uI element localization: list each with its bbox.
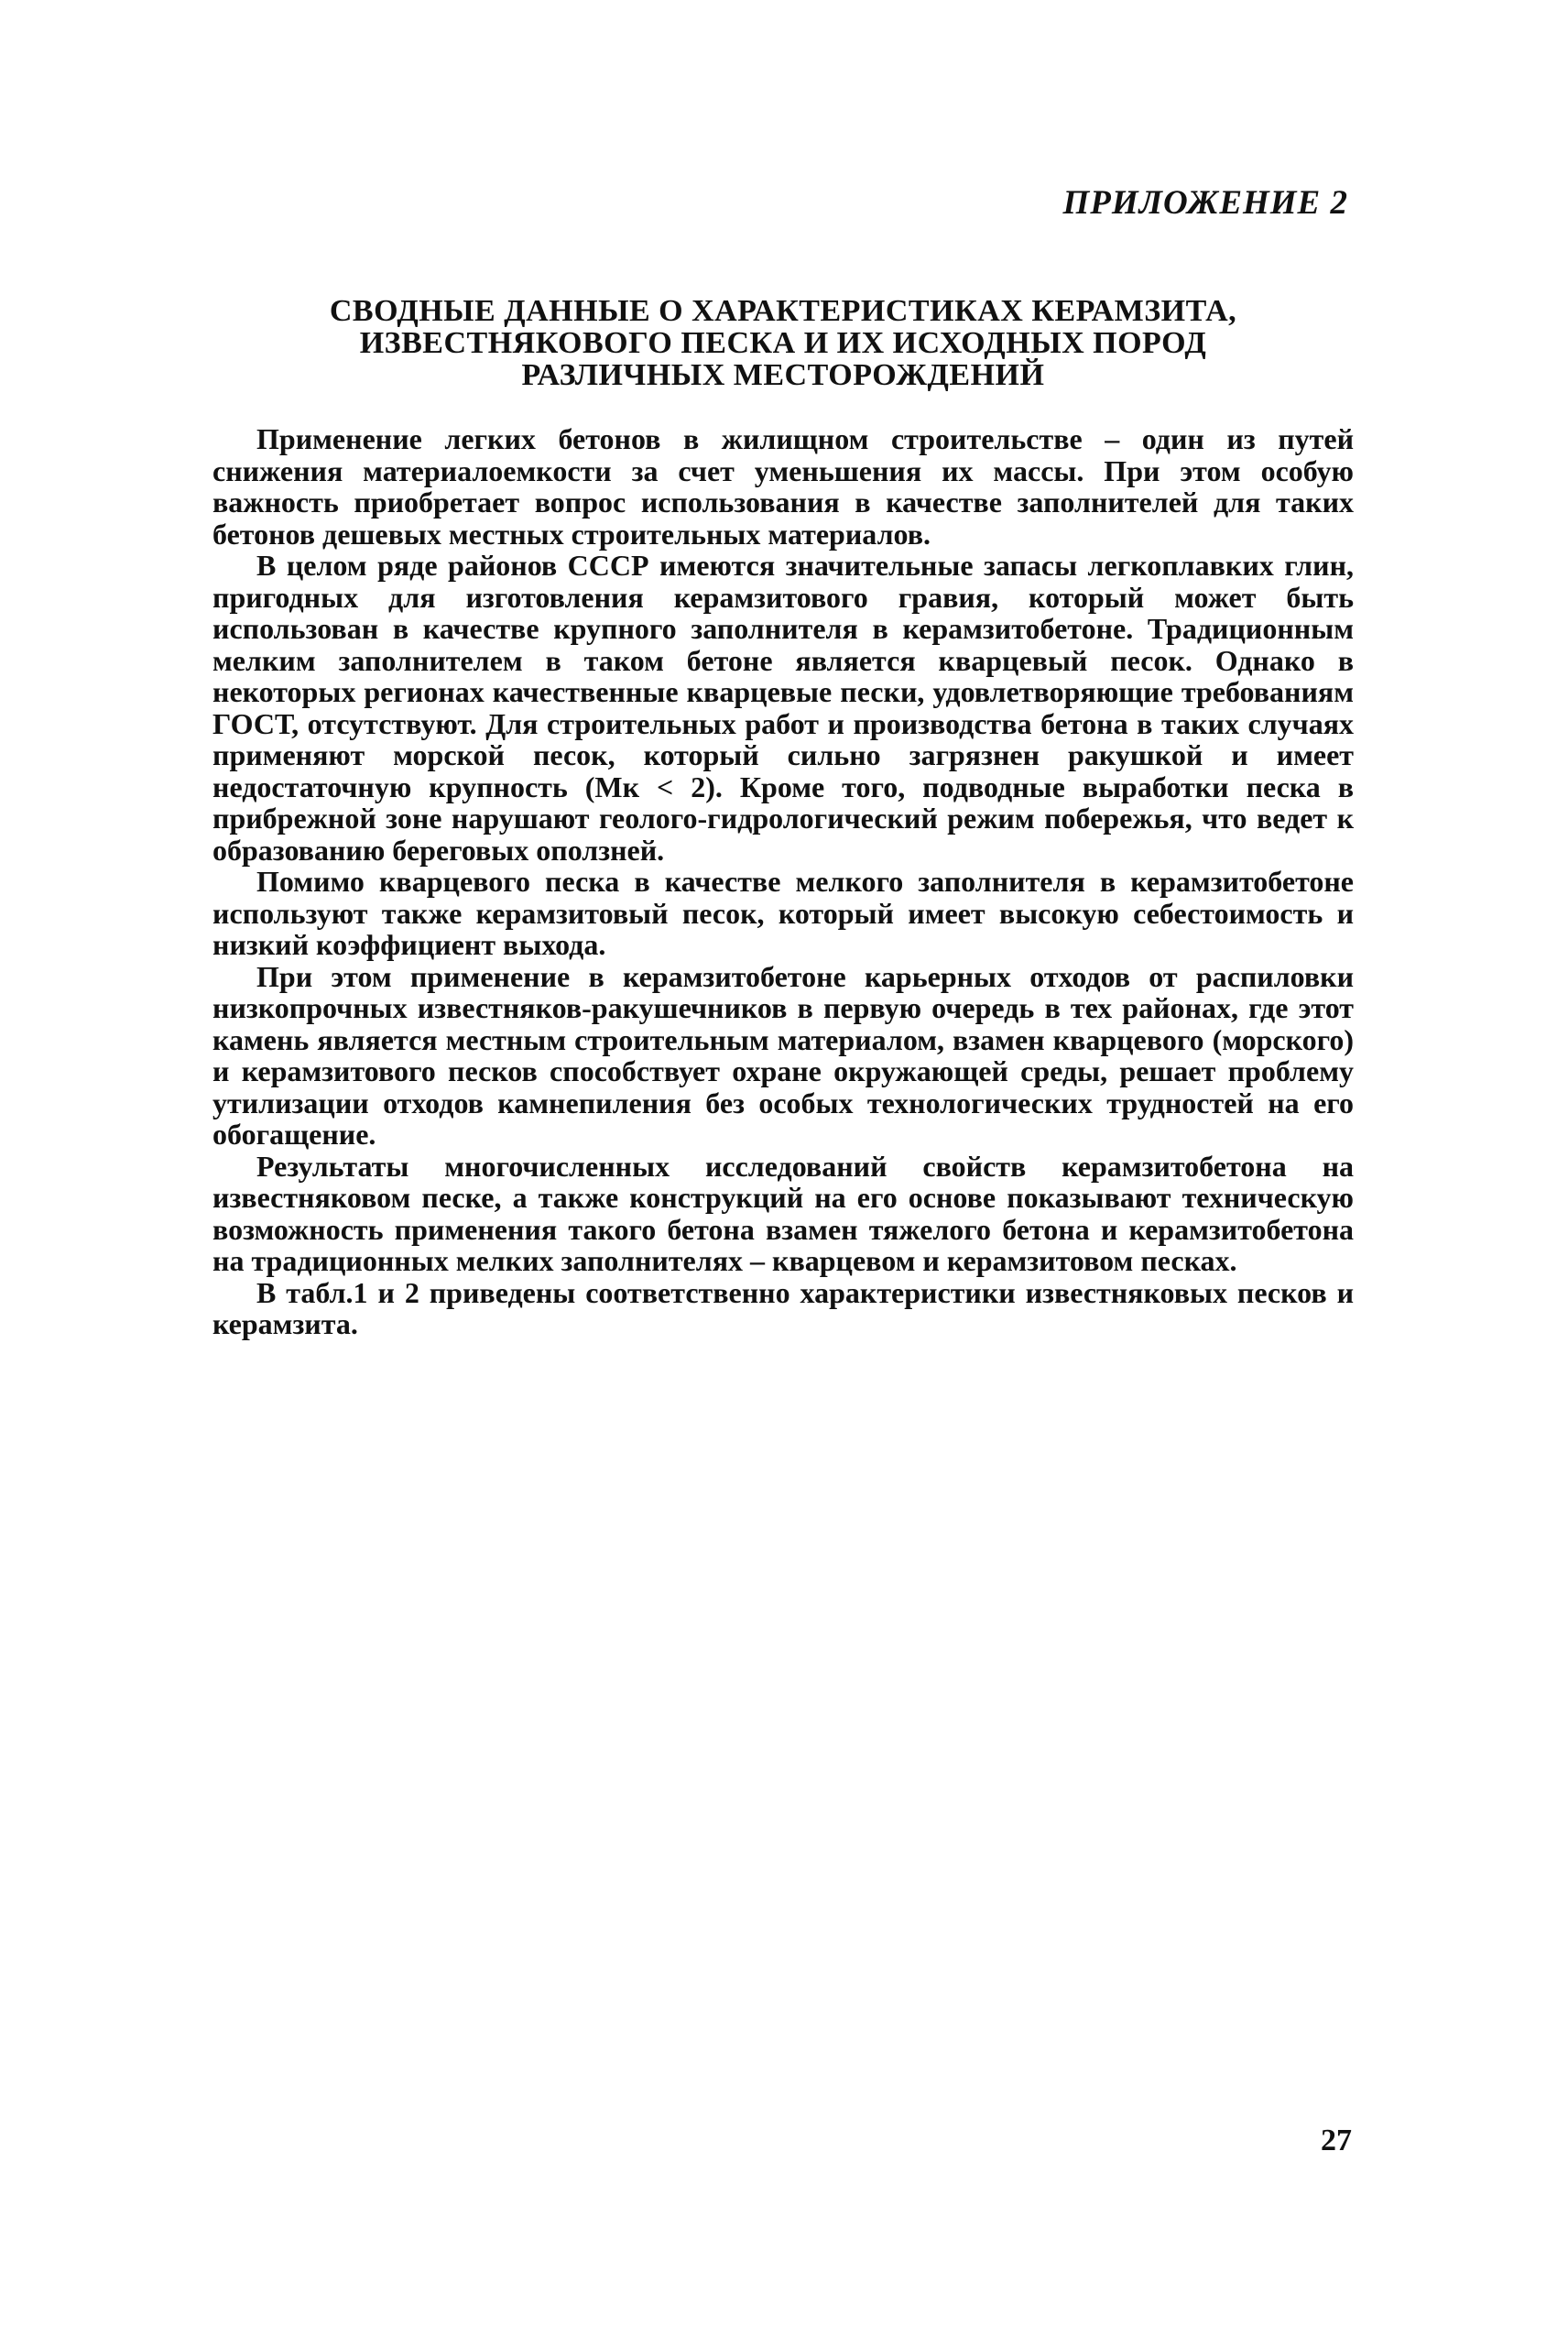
paragraph: При этом применение в керамзитобетоне карьерных отходов от распиловки низкопрочных известняков-ракушечников в первую очередь в тех районах, где этот камень является местным строительным материалом, взамен кварцевого (морского) и керамзитового песков способствует охране окружающей среды, решает проблему утилизации отходов камнепиления без особых технологических трудностей на его обогащение. — [212, 959, 1354, 1151]
paragraph: Результаты многочисленных исследований свойств керамзитобетона на известняковом песке, а также конструкций на его основе показывают техническую возможность применения такого бетона взамен тяжелого бетона и керамзитобетона на традиционных мелких заполнителях – кварцевом и керамзитовом песках. — [212, 1149, 1354, 1277]
title-line: СВОДНЫЕ ДАННЫЕ О ХАРАКТЕРИСТИКАХ КЕРАМЗИТА, — [329, 294, 1237, 328]
title-line: РАЗЛИЧНЫХ МЕСТОРОЖДЕНИЙ — [521, 358, 1045, 392]
paragraph: В табл.1 и 2 приведены соответственно характеристики известняковых песков и керамзита. — [212, 1275, 1354, 1340]
paragraph: В целом ряде районов СССР имеются значительные запасы легкоплавких глин, пригодных для изготовления керамзитового гравия, который может быть использован в качестве крупного заполнителя в керамзитобетоне. Традиционным мелким заполнителем в таком бетоне является кварцевый песок. Однако в некоторых регионах качественные кварцевые пески, удовлетворяющие требованиям ГОСТ, отсутствуют. Для строительных работ и производства бетона в таких случаях применяют морской песок, который сильно загрязнен ракушкой и имеет недостаточную крупность (Мк < 2). Кроме того, подводные выработки песка в прибрежной зоне нарушают геолого-гидрологический режим побережья, что ведет к образованию береговых оползней. — [212, 549, 1354, 867]
section-title — [212, 295, 1354, 391]
title-line: ИЗВЕСТНЯКОВОГО ПЕСКА И ИХ ИСХОДНЫХ ПОРОД — [359, 326, 1207, 360]
paragraph: Применение легких бетонов в жилищном строительстве – один из путей снижения материалоемкости за счет уменьшения их массы. При этом особую важность приобретает вопрос использования в качестве заполнителей для таких бетонов дешевых местных строительных материалов. — [212, 422, 1354, 551]
appendix-label: ПРИЛОЖЕНИЕ 2 — [1062, 184, 1348, 222]
page-number: 27 — [1321, 2124, 1352, 2157]
paragraph: Помимо кварцевого песка в качестве мелкого заполнителя в керамзитобетоне используют также керамзитовый песок, который имеет высокую себестоимость и низкий коэффициент выхода. — [212, 865, 1354, 961]
body-text — [212, 423, 1354, 1340]
